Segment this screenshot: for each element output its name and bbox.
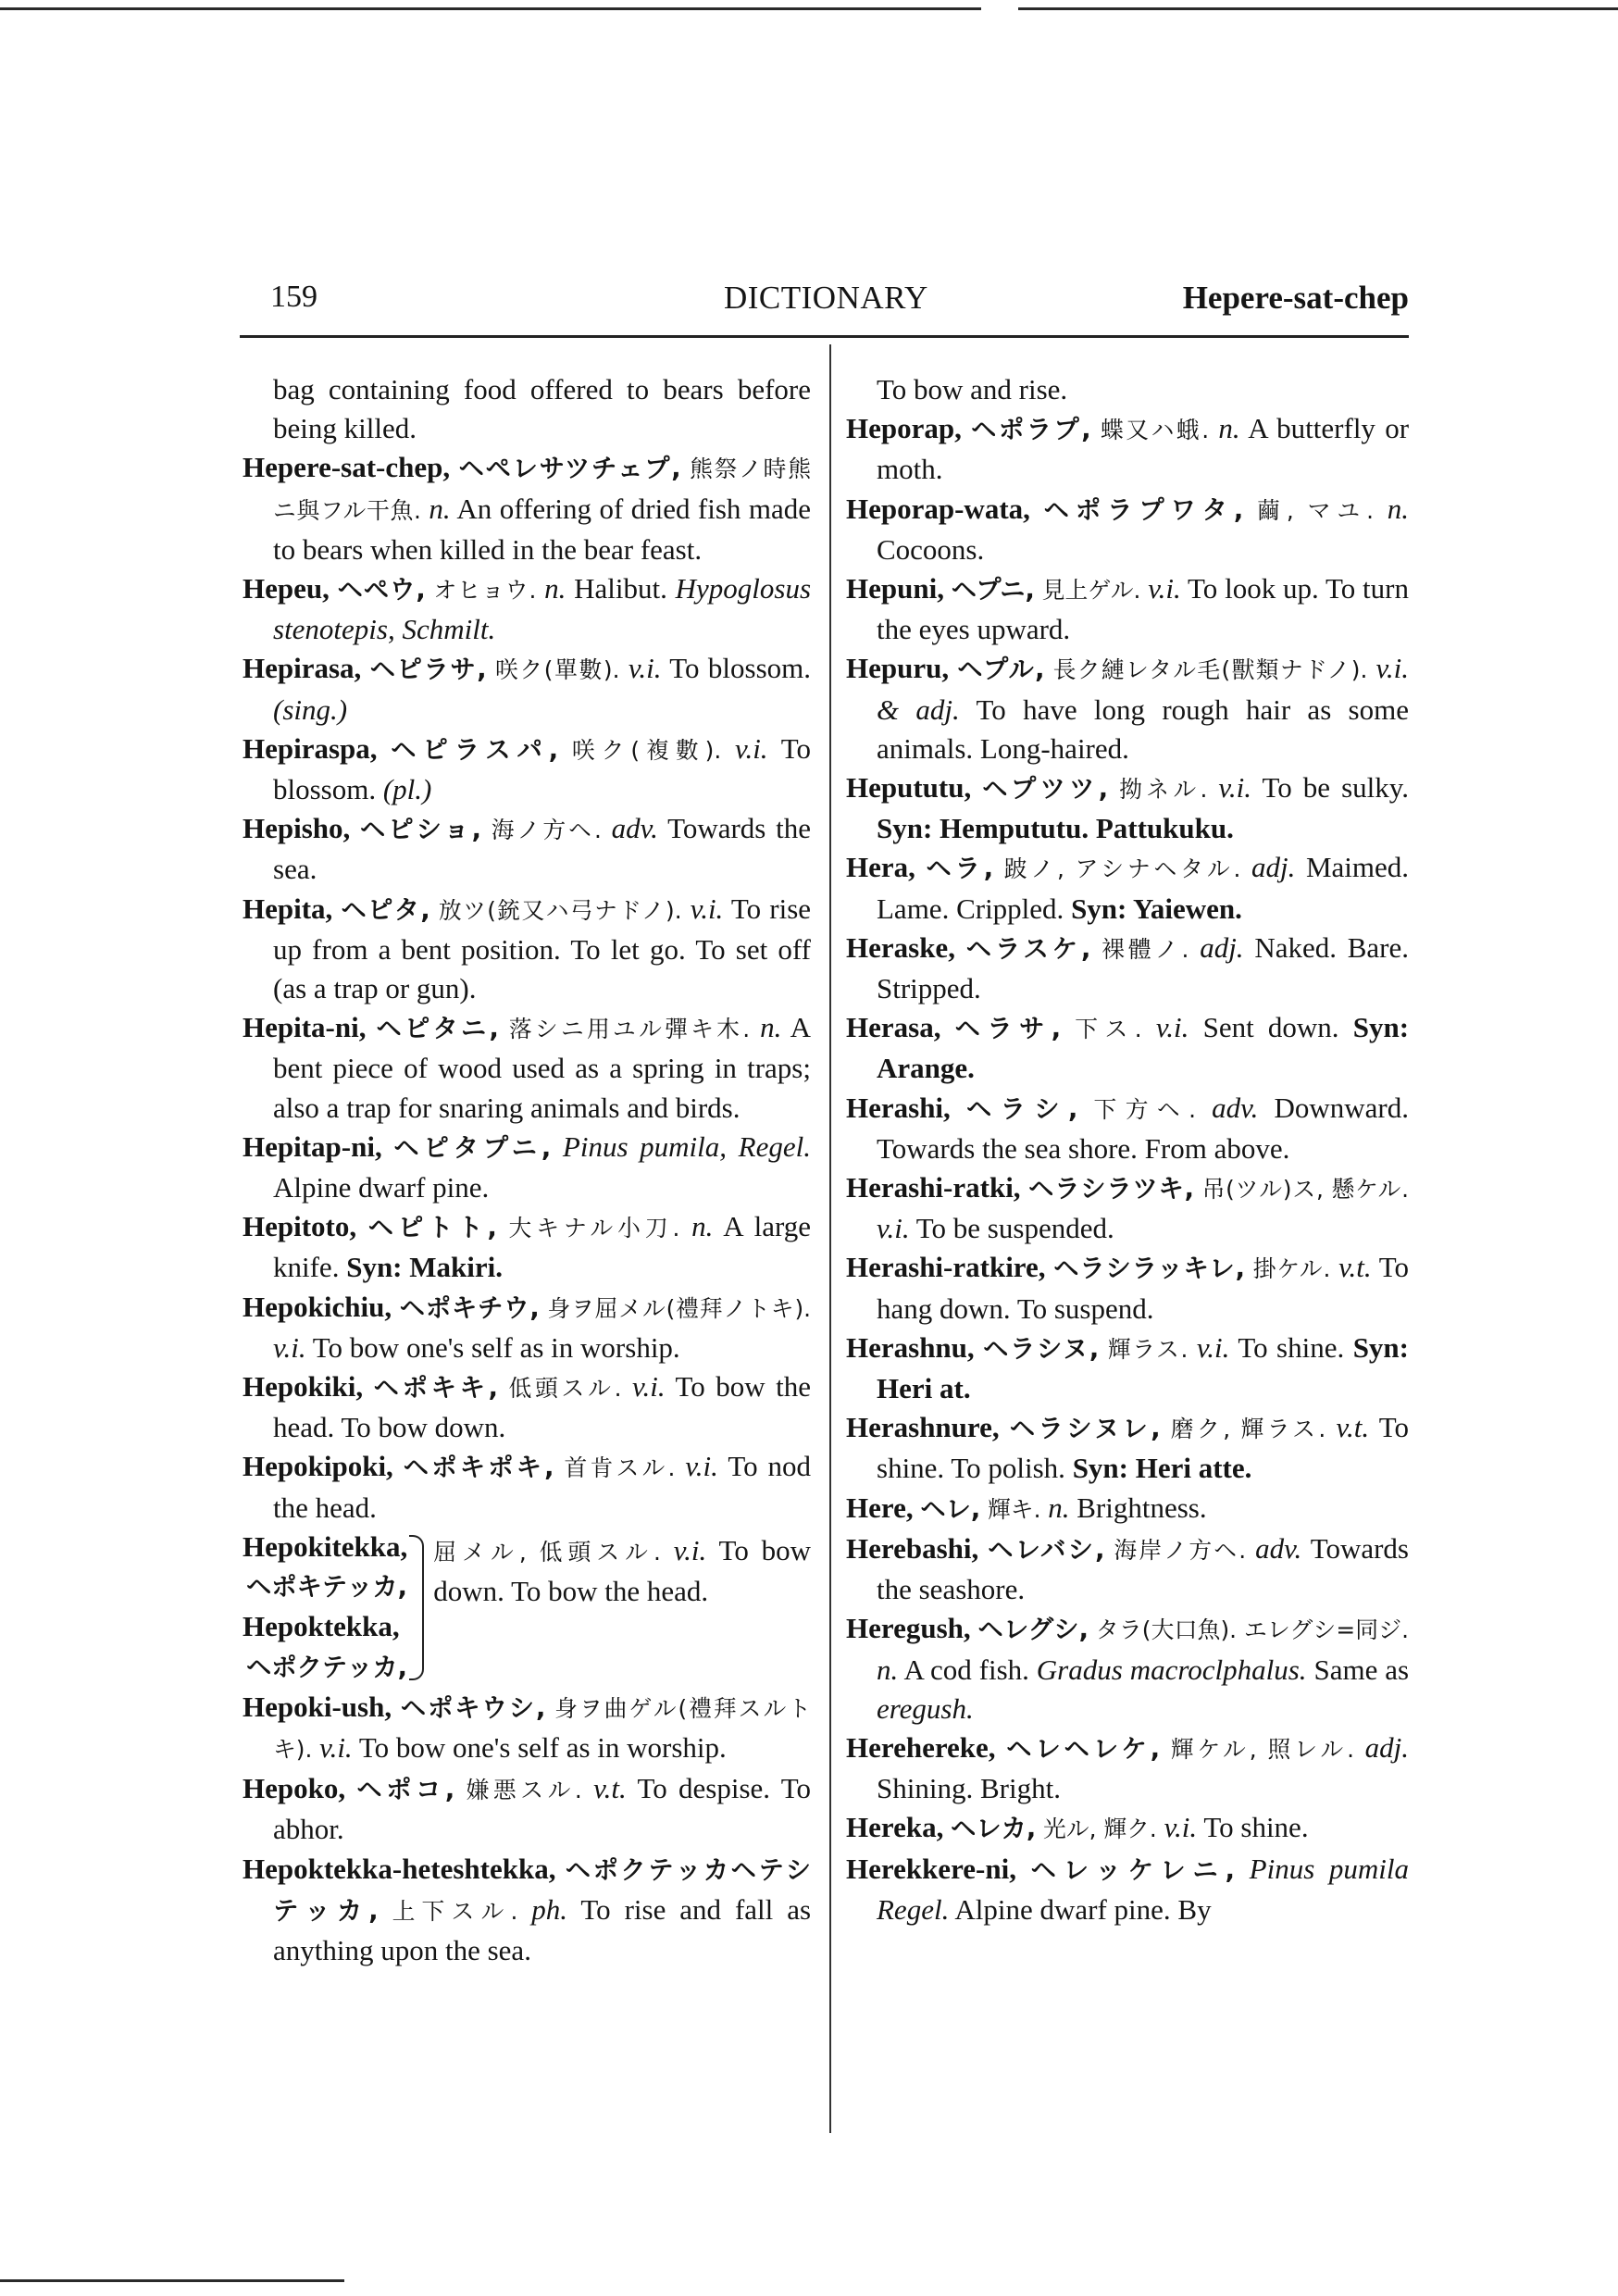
headword: Hepirasa, <box>243 652 362 685</box>
katakana: ヘラサ, <box>954 1015 1062 1044</box>
katakana: ヘラシ, <box>965 1094 1078 1124</box>
page-header <box>270 280 1409 326</box>
headword: Here, <box>846 1491 914 1524</box>
headword: Hepokiki, <box>243 1370 364 1404</box>
japanese-gloss: 大キナル小刀. <box>508 1215 680 1242</box>
part-of-speech: adj. <box>1200 930 1244 964</box>
headword: Herashi, <box>846 1091 951 1124</box>
definition: To rise up from a bent position. To let go. To set off (as a trap or gun). <box>273 892 812 1005</box>
japanese-gloss: タラ(大口魚). エレグシ=同ジ. <box>1095 1616 1410 1644</box>
headword: Herasa, <box>846 1011 941 1044</box>
katakana: ヘピタプニ, <box>393 1133 552 1163</box>
definition: Alpine dwarf pine. By <box>954 1892 1212 1926</box>
headword: Heregush, <box>846 1612 971 1645</box>
part-of-speech: n. <box>1387 492 1410 525</box>
brace <box>409 1535 424 1680</box>
synonyms: Syn: Arange. <box>877 1011 1410 1085</box>
headword: Hepoko, <box>243 1772 346 1805</box>
japanese-gloss: 咲ク(單數). <box>494 656 620 684</box>
japanese-gloss: 上下スル. <box>392 1897 518 1925</box>
part-of-speech: v.i. <box>690 892 724 925</box>
definition: To bow and rise. <box>877 373 1068 406</box>
katakana: ヘラ, <box>926 855 994 884</box>
definition: To rise and fall as anything upon the sea. <box>273 1892 812 1966</box>
synonyms: Syn: Makiri. <box>346 1251 503 1284</box>
headword-line <box>243 1528 407 1566</box>
definition: bag containing food offered to bears before being killed. <box>273 373 811 445</box>
definition: Brightness. <box>1077 1491 1207 1524</box>
part-of-speech: v.i. <box>1148 572 1181 605</box>
dictionary-entry <box>846 409 1409 489</box>
headword: Hepokitekka, <box>243 1529 408 1563</box>
japanese-gloss: オヒョウ. <box>433 577 537 605</box>
running-head: DICTIONARY <box>724 280 928 316</box>
headword: Hepita, <box>243 892 333 925</box>
dictionary-entry <box>846 1248 1409 1328</box>
headword: Hereherekе, <box>846 1730 996 1764</box>
top-border-line <box>0 7 981 10</box>
headword: Herebashi, <box>846 1531 979 1565</box>
dictionary-entry <box>243 1850 811 1971</box>
definition: To bow one's self as in worship. <box>358 1730 727 1764</box>
katakana: ヘプニ, <box>951 576 1035 605</box>
katakana: ヘレ, <box>920 1494 981 1524</box>
dictionary-entry <box>846 1609 1409 1728</box>
katakana: ヘラスケ, <box>965 934 1091 964</box>
definition: Towards the sea. <box>273 812 812 886</box>
headword: Hepeu, <box>243 572 330 605</box>
dictionary-entry <box>846 848 1409 928</box>
japanese-gloss: 下ス. <box>1075 1016 1142 1043</box>
katakana: ヘポラプワタ, <box>1043 495 1244 525</box>
part-of-speech: v.i. <box>734 731 768 765</box>
headword: Herekkere-ni, <box>846 1852 1016 1885</box>
japanese-gloss: 咲ク(複數). <box>571 736 722 764</box>
dictionary-entry <box>243 1688 811 1769</box>
headword-line <box>243 1607 407 1646</box>
top-border-line-right <box>1018 7 1618 10</box>
dictionary-entry <box>846 370 1409 409</box>
synonyms: Syn: Heri at. <box>877 1330 1409 1405</box>
katakana: ヘポキウシ, <box>400 1693 546 1723</box>
headword: Hepoki-ush, <box>243 1690 392 1723</box>
japanese-gloss: 裸體ノ. <box>1101 935 1189 963</box>
definition-block <box>433 1528 811 1688</box>
part-of-speech: adj. <box>1251 851 1296 884</box>
dictionary-entry <box>846 1168 1409 1248</box>
header-rule <box>240 335 1409 338</box>
part-of-speech: v.i. <box>673 1533 707 1566</box>
japanese-gloss: 海岸ノ方ヘ. <box>1114 1536 1247 1564</box>
bottom-border-line <box>0 2279 344 2282</box>
katakana: ヘラシラッキレ, <box>1053 1254 1245 1284</box>
katakana: ヘピラスパ, <box>391 735 559 765</box>
katakana: ヘレッケレニ, <box>1030 1855 1236 1885</box>
part-of-speech: adv. <box>1212 1091 1259 1124</box>
part-of-speech: adj. <box>1364 1730 1410 1764</box>
headword: Hereka, <box>846 1811 944 1844</box>
katakana: ヘポキテッカ, <box>246 1573 407 1603</box>
headword: Hepokichiu, <box>243 1290 392 1323</box>
headword: Hepita-ni, <box>243 1011 367 1044</box>
dictionary-entry <box>846 1728 1409 1808</box>
dictionary-entry <box>846 569 1409 649</box>
cross-reference: eregush. <box>877 1691 974 1725</box>
japanese-gloss: 下方ヘ. <box>1093 1095 1196 1123</box>
japanese-gloss: 蝶又ハ蛾. <box>1100 417 1210 444</box>
headword: Heporap-wata, <box>846 492 1030 525</box>
part-of-speech: n. <box>544 572 566 605</box>
dictionary-entry <box>243 730 811 809</box>
headword: Hepututu, <box>846 771 972 805</box>
part-of-speech: v.i. <box>628 652 662 685</box>
definition: To be suspended. <box>915 1212 1114 1245</box>
katakana: ヘレグシ, <box>977 1616 1089 1645</box>
japanese-gloss: 低頭スル. <box>508 1375 622 1403</box>
katakana: ヘペウ, <box>337 576 426 605</box>
headword: Herashi-ratki, <box>846 1171 1021 1204</box>
definition: Cocoons. <box>877 532 985 566</box>
headword: Hepisho, <box>243 812 351 845</box>
definition: To blossom. <box>669 652 812 685</box>
part-of-speech: v.i. <box>877 1212 910 1245</box>
definition: To shine. <box>1203 1811 1309 1844</box>
katakana: ヘポキチウ, <box>399 1293 540 1323</box>
definition: To be sulky. <box>1262 771 1410 805</box>
definition: To hang down. To suspend. <box>877 1251 1410 1325</box>
headword: Hepokipoki, <box>243 1450 393 1483</box>
definition: To have long rough hair as some animals. Long-haired. <box>877 693 1409 765</box>
part-of-speech: n. <box>1218 412 1240 445</box>
japanese-gloss: 跛ノ, アシナヘタル. <box>1003 855 1241 883</box>
definition: Alpine dwarf pine. <box>273 1171 490 1204</box>
katakana: ヘレバシ, <box>988 1535 1105 1565</box>
dictionary-entry <box>243 809 811 889</box>
katakana: ヘラシラツキ, <box>1028 1175 1194 1204</box>
part-of-speech: n. <box>429 492 451 525</box>
page-number: 159 <box>270 280 317 314</box>
headword: Hepiraspa, <box>243 731 378 765</box>
definition: To nod the head. <box>273 1450 812 1524</box>
katakana: ヘプツツ, <box>982 775 1109 805</box>
part-of-speech: v.i. <box>273 1330 306 1364</box>
headword: Hepitap-ni, <box>243 1129 382 1163</box>
katakana: ヘポラプ, <box>971 416 1091 445</box>
dictionary-entry <box>243 1128 811 1207</box>
dictionary-entry <box>243 1447 811 1527</box>
japanese-gloss: 嫌悪スル. <box>466 1777 582 1804</box>
japanese-gloss: 落シニ用ユル彈キ木. <box>508 1016 751 1043</box>
kana-line <box>243 1647 407 1688</box>
japanese-gloss: 拗ネル. <box>1119 776 1208 804</box>
definition: Halibut. <box>574 572 667 605</box>
part-of-speech: v.t. <box>1338 1251 1372 1284</box>
definition: A butterfly or moth. <box>877 412 1410 486</box>
definition: To bow one's self as in worship. <box>312 1330 680 1364</box>
japanese-gloss: 屈メル, 低頭スル. <box>433 1538 661 1566</box>
headword: Herashnu, <box>846 1330 975 1364</box>
scientific-name: Pinus pumila Regel. <box>877 1852 1410 1926</box>
headword: Heporap, <box>846 412 962 445</box>
dictionary-entry <box>243 448 811 569</box>
headword: Hepoktekka-heteshtekka, <box>243 1852 556 1885</box>
katakana: ヘペレサツチェプ, <box>458 455 681 484</box>
kana-line <box>243 1566 407 1607</box>
headword: Hepere-sat-chep, <box>243 451 451 484</box>
katakana: ヘポコ, <box>356 1776 455 1805</box>
japanese-gloss: 熊祭ノ時熊ニ與フル干魚. <box>273 455 812 524</box>
part-of-speech: n. <box>1048 1491 1070 1524</box>
part-of-speech: v.i. & adj. <box>877 652 1410 726</box>
japanese-gloss: 光ル, 輝ク. <box>1042 1816 1157 1843</box>
part-of-speech: v.i. <box>1218 771 1251 805</box>
japanese-gloss: 吊(ツル)ス, 懸ケル. <box>1201 1176 1410 1204</box>
headword: Herashi-ratkire, <box>846 1251 1046 1284</box>
dictionary-entry <box>243 1207 811 1287</box>
japanese-gloss: 身ヲ屈メル(禮拜ノトキ). <box>547 1294 812 1322</box>
definition: To look up. To turn the eyes upward. <box>877 572 1409 646</box>
dictionary-entry <box>846 490 1409 569</box>
headword: Hepuru, <box>846 652 950 685</box>
dictionary-entry <box>243 1367 811 1447</box>
headword: Hepoktekka, <box>243 1610 400 1643</box>
dictionary-entry <box>846 1489 1409 1529</box>
part-of-speech: v.t. <box>1336 1411 1370 1444</box>
definition: Shining. Bright. <box>877 1772 1061 1805</box>
definition: To bow the head. To bow down. <box>273 1370 812 1444</box>
definition: To shine. To polish. <box>877 1411 1409 1485</box>
dictionary-entry <box>243 1769 811 1849</box>
headword: Herashnure, <box>846 1411 1000 1444</box>
part-of-speech: v.i. <box>1196 1330 1230 1364</box>
headword: Hepitoto, <box>243 1210 357 1243</box>
katakana: ヘポキポキ, <box>403 1454 554 1483</box>
dictionary-entry <box>846 1408 1409 1488</box>
japanese-gloss: 身ヲ曲ゲル(禮拜スルトキ). <box>273 1694 812 1763</box>
dictionary-entry <box>846 1529 1409 1609</box>
scientific-name: (pl.) <box>382 773 432 806</box>
dictionary-entry <box>243 890 811 1009</box>
guide-word: Hepere-sat-chep <box>1182 280 1409 316</box>
japanese-gloss: 見上ゲル. <box>1041 577 1141 605</box>
katakana: ヘポクテッカ, <box>246 1653 407 1682</box>
scientific-name: Gradus macroclphalus. <box>1036 1653 1307 1686</box>
definition-extra: Same as <box>1313 1653 1410 1686</box>
katakana: ヘレカ, <box>951 1815 1037 1844</box>
definition: A bent piece of wood used as a spring in traps; also a trap for snaring animals and birds. <box>273 1011 812 1124</box>
japanese-gloss: 掛ケル. <box>1252 1255 1331 1283</box>
entry-group <box>243 1528 811 1688</box>
definition: To blossom. <box>273 731 812 806</box>
part-of-speech: v.i. <box>1155 1011 1189 1044</box>
dictionary-entry <box>243 1288 811 1367</box>
definition: Towards the seashore. <box>877 1531 1409 1606</box>
dictionary-entry <box>846 1089 1409 1168</box>
katakana: ヘポクテッカヘテシテッカ, <box>273 1855 811 1926</box>
dictionary-entry <box>243 569 811 649</box>
dictionary-entry <box>846 929 1409 1008</box>
part-of-speech: v.i. <box>632 1370 666 1404</box>
dictionary-entry <box>243 649 811 729</box>
part-of-speech: v.i. <box>1164 1811 1198 1844</box>
column-divider <box>829 344 831 2133</box>
katakana: ヘプル, <box>957 655 1045 685</box>
katakana: ヘラシヌレ, <box>1009 1415 1161 1444</box>
dictionary-entry <box>846 1329 1409 1408</box>
part-of-speech: n. <box>760 1011 782 1044</box>
dictionary-entry <box>243 1008 811 1128</box>
part-of-speech: ph. <box>531 1892 568 1926</box>
left-column <box>243 370 811 1970</box>
katakana: ヘレヘレケ, <box>1006 1734 1161 1764</box>
part-of-speech: adv. <box>1255 1531 1302 1565</box>
definition: A cod fish. <box>903 1653 1029 1686</box>
part-of-speech: n. <box>691 1210 714 1243</box>
part-of-speech: adv. <box>611 812 658 845</box>
definition: Downward. Towards the sea shore. From above. <box>877 1091 1410 1165</box>
japanese-gloss: 輝ラス. <box>1107 1335 1189 1363</box>
definition: Maimed. Lame. Crippled. <box>877 851 1410 925</box>
dictionary-entry <box>846 1850 1409 1929</box>
dictionary-entry <box>846 1808 1409 1849</box>
katakana: ヘラシヌ, <box>983 1334 1100 1364</box>
japanese-gloss: 長ク縺レタル毛(獸類ナドノ). <box>1052 656 1368 684</box>
japanese-gloss: 海ノ方ヘ. <box>491 817 602 844</box>
part-of-speech: v.i. <box>319 1730 353 1764</box>
headword: Heraske, <box>846 930 955 964</box>
synonyms: Syn: Yaiewen. <box>1071 892 1242 925</box>
part-of-speech: v.i. <box>685 1450 718 1483</box>
katakana: ヘピショ, <box>360 816 481 845</box>
definition: Sent down. <box>1202 1011 1339 1044</box>
headword: Hepuni, <box>846 572 944 605</box>
japanese-gloss: 輝キ. <box>987 1495 1041 1523</box>
katakana: ヘポキキ, <box>373 1374 498 1404</box>
definition: To bow down. To bow the head. <box>433 1533 812 1608</box>
scientific-name: (sing.) <box>273 693 348 726</box>
katakana: ヘピタニ, <box>376 1015 499 1044</box>
synonyms: Syn: Hempututu. Pattukuku. <box>877 812 1234 845</box>
japanese-gloss: 放ツ(銃又ハ弓ナドノ). <box>438 896 682 924</box>
katakana: ヘピタ, <box>341 895 430 925</box>
katakana: ヘピラサ, <box>369 655 487 685</box>
definition: To shine. <box>1238 1330 1345 1364</box>
synonyms: Syn: Heri atte. <box>1072 1452 1252 1485</box>
headword: Hera, <box>846 851 915 884</box>
scientific-name: Pinus pumila, Regel. <box>562 1129 811 1163</box>
japanese-gloss: 首肯スル. <box>564 1454 676 1482</box>
dictionary-entry <box>846 768 1409 848</box>
definition: An offering of dried fish made to bears when killed in the bear feast. <box>273 492 811 566</box>
dictionary-entry <box>243 370 811 448</box>
dictionary-entry <box>846 649 1409 768</box>
japanese-gloss: 輝ケル, 照レル. <box>1170 1735 1354 1763</box>
part-of-speech: n. <box>877 1653 899 1686</box>
katakana: ヘピトト, <box>367 1214 497 1243</box>
dictionary-entry <box>846 1008 1409 1088</box>
scientific-name: Hypoglosus stenotepis, Schmilt. <box>273 572 812 646</box>
definition: Naked. Bare. Stripped. <box>877 930 1410 1005</box>
right-column <box>846 370 1409 1929</box>
japanese-gloss: 磨ク, 輝ラス. <box>1170 1416 1326 1443</box>
part-of-speech: v.t. <box>593 1772 627 1805</box>
definition: To despise. To abhor. <box>273 1772 812 1846</box>
group-headwords <box>243 1528 407 1688</box>
japanese-gloss: 繭, マユ. <box>1257 496 1375 524</box>
definition: A large knife. <box>273 1210 812 1284</box>
